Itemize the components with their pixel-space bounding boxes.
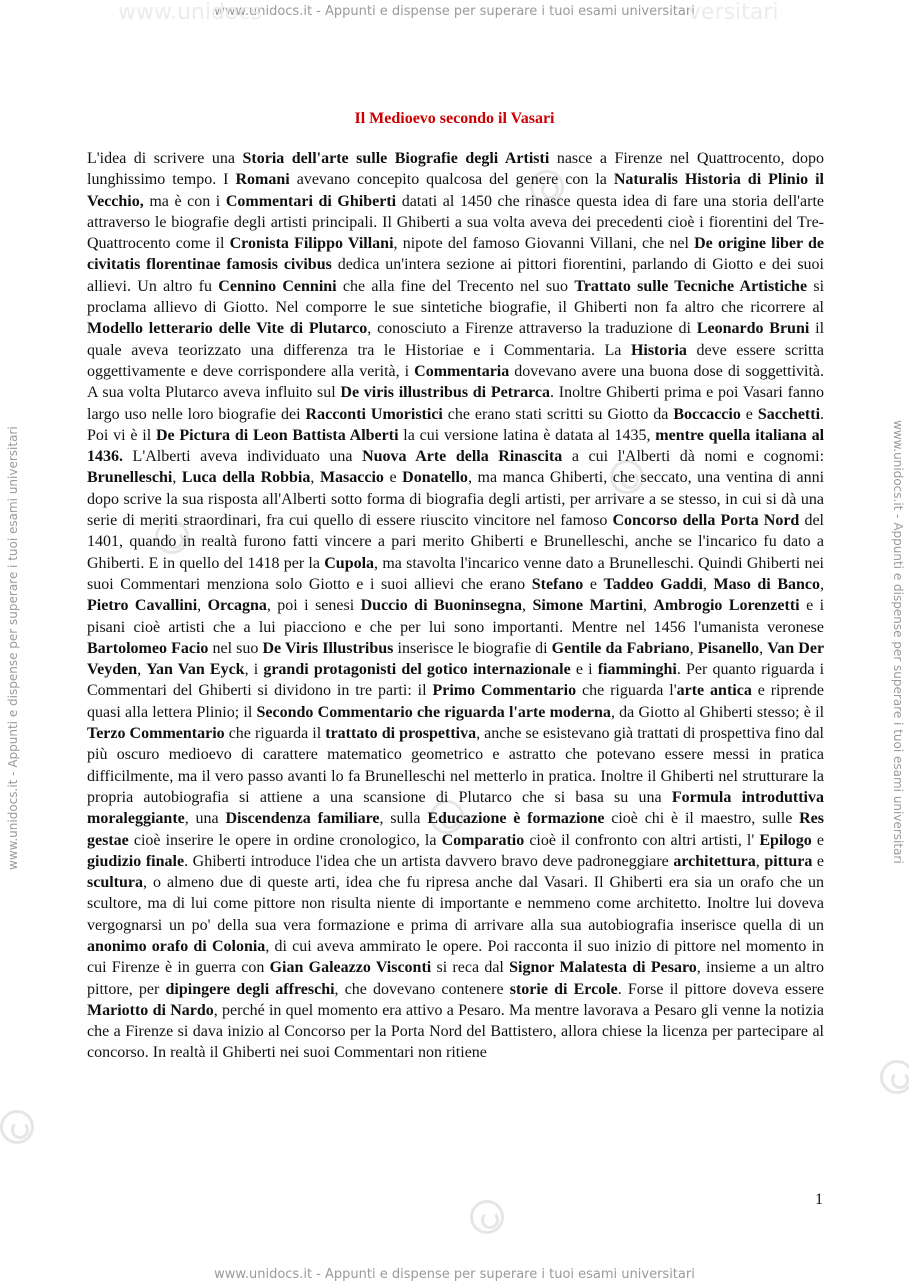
bold-term: Nuova Arte della Rinascita bbox=[362, 448, 563, 466]
text-run: , da Giotto al Ghiberti stesso; è il bbox=[610, 703, 825, 721]
bold-term: De Pictura di Leon Battista Alberti bbox=[155, 426, 399, 444]
bold-term: trattato di prospettiva bbox=[325, 725, 477, 743]
right-side-watermark bbox=[887, 420, 907, 900]
text-run: , bbox=[310, 469, 320, 487]
text-run: , poi i senesi bbox=[266, 597, 361, 615]
bold-term: Boccaccio bbox=[673, 405, 741, 423]
bold-term: fiamminghi bbox=[597, 661, 677, 679]
bold-term: Commentaria bbox=[414, 362, 510, 380]
bold-term: Maso di Banco bbox=[713, 575, 820, 593]
text-run: nel suo bbox=[208, 639, 263, 657]
bold-term: Comparatio bbox=[441, 831, 525, 849]
text-run: , bbox=[820, 575, 824, 593]
watermark-logo-icon bbox=[470, 1200, 504, 1234]
bold-term: Masaccio bbox=[319, 469, 384, 487]
text-run: , i bbox=[244, 661, 264, 679]
bold-term: Yan Van Eyck bbox=[146, 661, 245, 679]
text-run: e bbox=[811, 831, 825, 849]
text-run: , bbox=[689, 639, 698, 657]
bold-term: grandi protagonisti del gotico internazionale bbox=[263, 661, 571, 679]
bold-term: Taddeo Gaddi bbox=[603, 575, 703, 593]
bold-term: pittura bbox=[764, 852, 813, 870]
bold-term: De Viris Illustribus bbox=[262, 639, 394, 657]
bold-term: dipingere degli affreschi bbox=[165, 980, 335, 998]
bold-term: Educazione è formazione bbox=[427, 810, 605, 828]
bold-term: Leonardo Bruni bbox=[696, 320, 810, 338]
bold-term: Orcagna bbox=[207, 597, 267, 615]
text-run: , bbox=[642, 597, 654, 615]
bold-term: Gian Galeazzo Visconti bbox=[269, 959, 432, 977]
text-run: . Ghiberti introduce l'idea che un artista davvero bravo deve padroneggiare bbox=[184, 852, 674, 870]
page-number: 1 bbox=[815, 1191, 823, 1208]
text-run: si reca dal bbox=[431, 959, 510, 977]
text-run: , bbox=[755, 852, 765, 870]
text-run: , bbox=[702, 575, 714, 593]
text-run: cioè chi è il maestro, sulle bbox=[604, 810, 800, 828]
text-run: , bbox=[197, 597, 208, 615]
bold-term: arte antica bbox=[676, 682, 752, 700]
bold-term: Storia dell'arte sulle Biografie degli Artisti bbox=[242, 150, 550, 167]
bold-term: Discendenza familiare bbox=[225, 810, 380, 828]
bold-term: Pietro Cavallini bbox=[87, 597, 198, 615]
text-run: L'Alberti aveva individuato una bbox=[123, 448, 363, 466]
text-run: il quale aveva teorizzato una differenza tra le Historiae e i Commentaria. La bbox=[87, 320, 825, 359]
text-run: e bbox=[740, 405, 758, 423]
bold-term: architettura bbox=[673, 852, 756, 870]
text-run: . Inoltre Ghiberti prima e poi Vasari fanno largo uso nelle loro biografie dei bbox=[87, 384, 824, 423]
text-run: , perché in quel momento era attivo a Pesaro. Ma mentre lavorava a Pesaro gli venne la notizia che a Firenze si dava inizio al Concorso per la Porta Nord del Battistero, allora chiese la licenza per partecipare al concorso. In realtà il Ghiberti nei suoi Commentari non ritiene bbox=[87, 1001, 825, 1062]
footer-watermark: www.unidocs.it - Appunti e dispense per superare i tuoi esami universitari bbox=[214, 1267, 695, 1282]
left-side-watermark-text: www.unidocs.it - Appunti e dispense per superare i tuoi esami universitari bbox=[6, 426, 20, 870]
document-title: Il Medioevo secondo il Vasari bbox=[354, 110, 555, 127]
bold-term: De origine liber de civitatis florentinae famosis civibus bbox=[87, 235, 825, 274]
bold-term: Gentile da Fabriano bbox=[551, 639, 690, 657]
bold-term: Bartolomeo Facio bbox=[87, 639, 209, 657]
text-run: , bbox=[137, 661, 147, 679]
text-run: cioè il confronto con altri artisti, l' bbox=[524, 831, 760, 849]
faint-watermark-top-right: versitari bbox=[688, 0, 779, 25]
text-run: ma è con i bbox=[143, 192, 226, 210]
bold-term: mentre quella italiana al 1436. bbox=[87, 426, 825, 466]
text-run: , bbox=[522, 597, 533, 615]
text-run: , ma manca Ghiberti, che seccato, una ventina di anni dopo scrive la sua risposta all'Alberti sotto forma di biografia degli artisti, per arrivare a se stesso, in cui si dà una serie di meriti straordinari, fra cui quello di essere riuscito vincitore nel famoso bbox=[87, 469, 825, 530]
bold-term: Brunelleschi bbox=[87, 469, 173, 487]
bold-term: De viris illustribus di Petrarca bbox=[340, 384, 551, 402]
bold-term: Mariotto di Nardo bbox=[87, 1001, 214, 1019]
bold-term: Cennino Cennini bbox=[218, 277, 337, 295]
bold-term: Signor Malatesta di Pesaro bbox=[509, 959, 697, 977]
bold-term: Donatello bbox=[402, 469, 468, 487]
text-run: che riguarda il bbox=[224, 725, 326, 743]
text-run: , conosciuto a Firenze attraverso la traduzione di bbox=[367, 320, 697, 338]
left-side-watermark bbox=[6, 400, 26, 880]
bold-term: Simone Martini bbox=[532, 597, 643, 615]
text-run: deve essere scritta oggettivamente e deve corrispondere alla verità, i bbox=[87, 341, 824, 380]
text-run: si proclama allievo di Giotto. Nel comporre le sue sintetiche biografie, il Ghiberti non fa altro che ricorrere al bbox=[87, 277, 825, 317]
bold-term: Pisanello bbox=[697, 639, 760, 657]
text-run: e bbox=[812, 852, 825, 870]
bold-term: Racconti Umoristici bbox=[305, 405, 443, 423]
bold-term: Stefano bbox=[531, 575, 584, 593]
text-run: L'idea di scrivere una bbox=[87, 150, 243, 167]
text-run: , nipote del famoso Giovanni Villani, che nel bbox=[393, 235, 695, 253]
text-run: a cui l'Alberti dà nomi e cognomi: bbox=[562, 448, 825, 466]
bold-term: Ambrogio Lorenzetti bbox=[653, 597, 800, 615]
bold-term: Cupola bbox=[324, 554, 375, 572]
bold-term: Epilogo bbox=[759, 831, 812, 849]
watermark-logo-icon bbox=[0, 1110, 34, 1144]
bold-term: Luca della Robbia bbox=[181, 469, 311, 487]
bold-term: giudizio finale bbox=[87, 852, 185, 870]
text-run: cioè inserire le opere in ordine cronologico, la bbox=[128, 831, 442, 849]
bold-term: anonimo orafo di Colonia bbox=[87, 937, 266, 955]
bold-term: Commentari di Ghiberti bbox=[225, 192, 397, 210]
text-run: avevano concepito qualcosa del genere con la bbox=[289, 171, 614, 189]
bold-term: Historia bbox=[630, 341, 687, 359]
header-watermark: www.unidocs.it - Appunti e dispense per superare i tuoi esami universitari bbox=[214, 4, 695, 19]
bold-term: Naturalis Historia di Plinio il Vecchio, bbox=[87, 171, 825, 210]
text-run: , bbox=[759, 639, 768, 657]
right-side-watermark-text: www.unidocs.it - Appunti e dispense per superare i tuoi esami universitari bbox=[891, 420, 905, 864]
text-run: dedica un'intera sezione ai pittori fiorentini, parlando di Giotto e dei suoi allievi. Un altro fu bbox=[87, 256, 824, 295]
body-paragraph bbox=[87, 148, 824, 1064]
text-run: che riguarda l' bbox=[576, 682, 677, 700]
text-run: , o almeno due di queste arti, idea che fu ripresa anche dal Vasari. Il Ghiberti era sia un orafo che un scultore, ma di lui come pittore non risulta niente di importante e nemmeno come architetto. Inoltre lui doveva vergognarsi un po' della sua vera formazione e prima di arrivare alla sua autobiografia inserisce quella di un bbox=[87, 874, 824, 934]
text-run: . Forse il pittore doveva essere bbox=[617, 980, 824, 998]
bold-term: Concorso della Porta Nord bbox=[612, 512, 800, 530]
text-run: e riprende quasi alla lettera Plinio; il bbox=[87, 682, 825, 721]
text-run: e bbox=[383, 469, 403, 487]
bold-term: Van Der Veyden bbox=[87, 639, 825, 679]
text-run: , che dovevano contenere bbox=[334, 980, 510, 998]
text-run: che alla fine del Trecento nel suo bbox=[336, 277, 575, 295]
bold-term: Res gestae bbox=[87, 810, 825, 849]
text-run: dovevano avere una buona dose di soggettività. A sua volta Plutarco aveva influito sul bbox=[87, 362, 825, 402]
bold-term: Romani bbox=[235, 171, 290, 189]
text-run: , ma stavolta l'incarico venne dato a Brunelleschi. Quindi Ghiberti nei suoi Commentari menziona solo Giotto e i suoi allievi che erano bbox=[87, 554, 824, 593]
bold-term: storie di Ercole bbox=[509, 980, 618, 998]
bold-term: Formula introduttiva moraleggiante bbox=[87, 788, 824, 828]
bold-term: Terzo Commentario bbox=[87, 725, 225, 743]
bold-term: Duccio di Buoninsegna bbox=[360, 597, 522, 615]
text-run: datati al 1450 che rinasce questa idea di fare una storia dell'arte attraverso le biografie degli artisti principali. Il Ghiberti a sua volta aveva dei precedenti cioè i fiorentini del Tre-Quattrocento come il bbox=[87, 192, 825, 253]
text-run: , una bbox=[184, 810, 226, 828]
text-run: . Poi vi è il bbox=[87, 405, 825, 444]
text-run: . Per quanto riguarda i Commentari del Ghiberti si dividono in tre parti: il bbox=[87, 661, 825, 700]
text-run: del 1401, quando in realtà furono fatti vincere a pari merito Ghiberti e Brunelleschi, anche se l'incarico fu dato a Ghiberti. E in quello del 1418 per la bbox=[87, 512, 825, 572]
bold-term: Primo Commentario bbox=[432, 682, 577, 700]
bold-term: Sacchetti bbox=[757, 405, 821, 423]
bold-term: Modello letterario delle Vite di Plutarco bbox=[87, 320, 368, 338]
text-run: che erano stati scritti su Giotto da bbox=[442, 405, 674, 423]
text-run: e bbox=[583, 575, 604, 593]
faint-watermark-top-left: www.unidocs bbox=[118, 0, 262, 25]
text-run: , anche se esistevano già trattati di prospettiva fino dal più oscuro medioevo di carattere matematico geometrico e astratto che potevano essere messi in pratica difficilmente, ma il vero passo avanti lo fa Brunelleschi nel metterlo in pratica. Inoltre il Ghiberti nel strutturare la propria autobiografia si attiene a una scansione di Plutarco che si basa su una bbox=[87, 725, 824, 806]
bold-term: Cronista Filippo Villani bbox=[229, 235, 394, 253]
bold-term: Trattato sulle Tecniche Artistiche bbox=[574, 277, 808, 295]
text-run: e i pisani cioè artisti che a lui piacciono e che per lui sono importanti. Mentre nel 1456 l'umanista veronese bbox=[87, 597, 825, 636]
bold-term: Secondo Commentario che riguarda l'arte moderna bbox=[256, 703, 611, 721]
text-run: , di cui aveva ammirato le opere. Poi racconta il suo inizio di pittore nel momento in cui Firenze è in guerra con bbox=[87, 937, 825, 977]
text-run: , sulla bbox=[379, 810, 428, 828]
text-run: , insieme a un altro pittore, per bbox=[87, 959, 825, 998]
text-run: e i bbox=[570, 661, 598, 679]
text-run: nasce a Firenze nel Quattrocento, dopo lunghissimo tempo. I bbox=[87, 150, 825, 189]
text-run: , bbox=[172, 469, 182, 487]
text-run: inserisce le biografie di bbox=[393, 639, 552, 657]
bold-term: scultura bbox=[87, 874, 143, 892]
text-run: la cui versione latina è datata al 1435, bbox=[398, 426, 656, 444]
watermark-logo-icon bbox=[880, 1060, 909, 1094]
